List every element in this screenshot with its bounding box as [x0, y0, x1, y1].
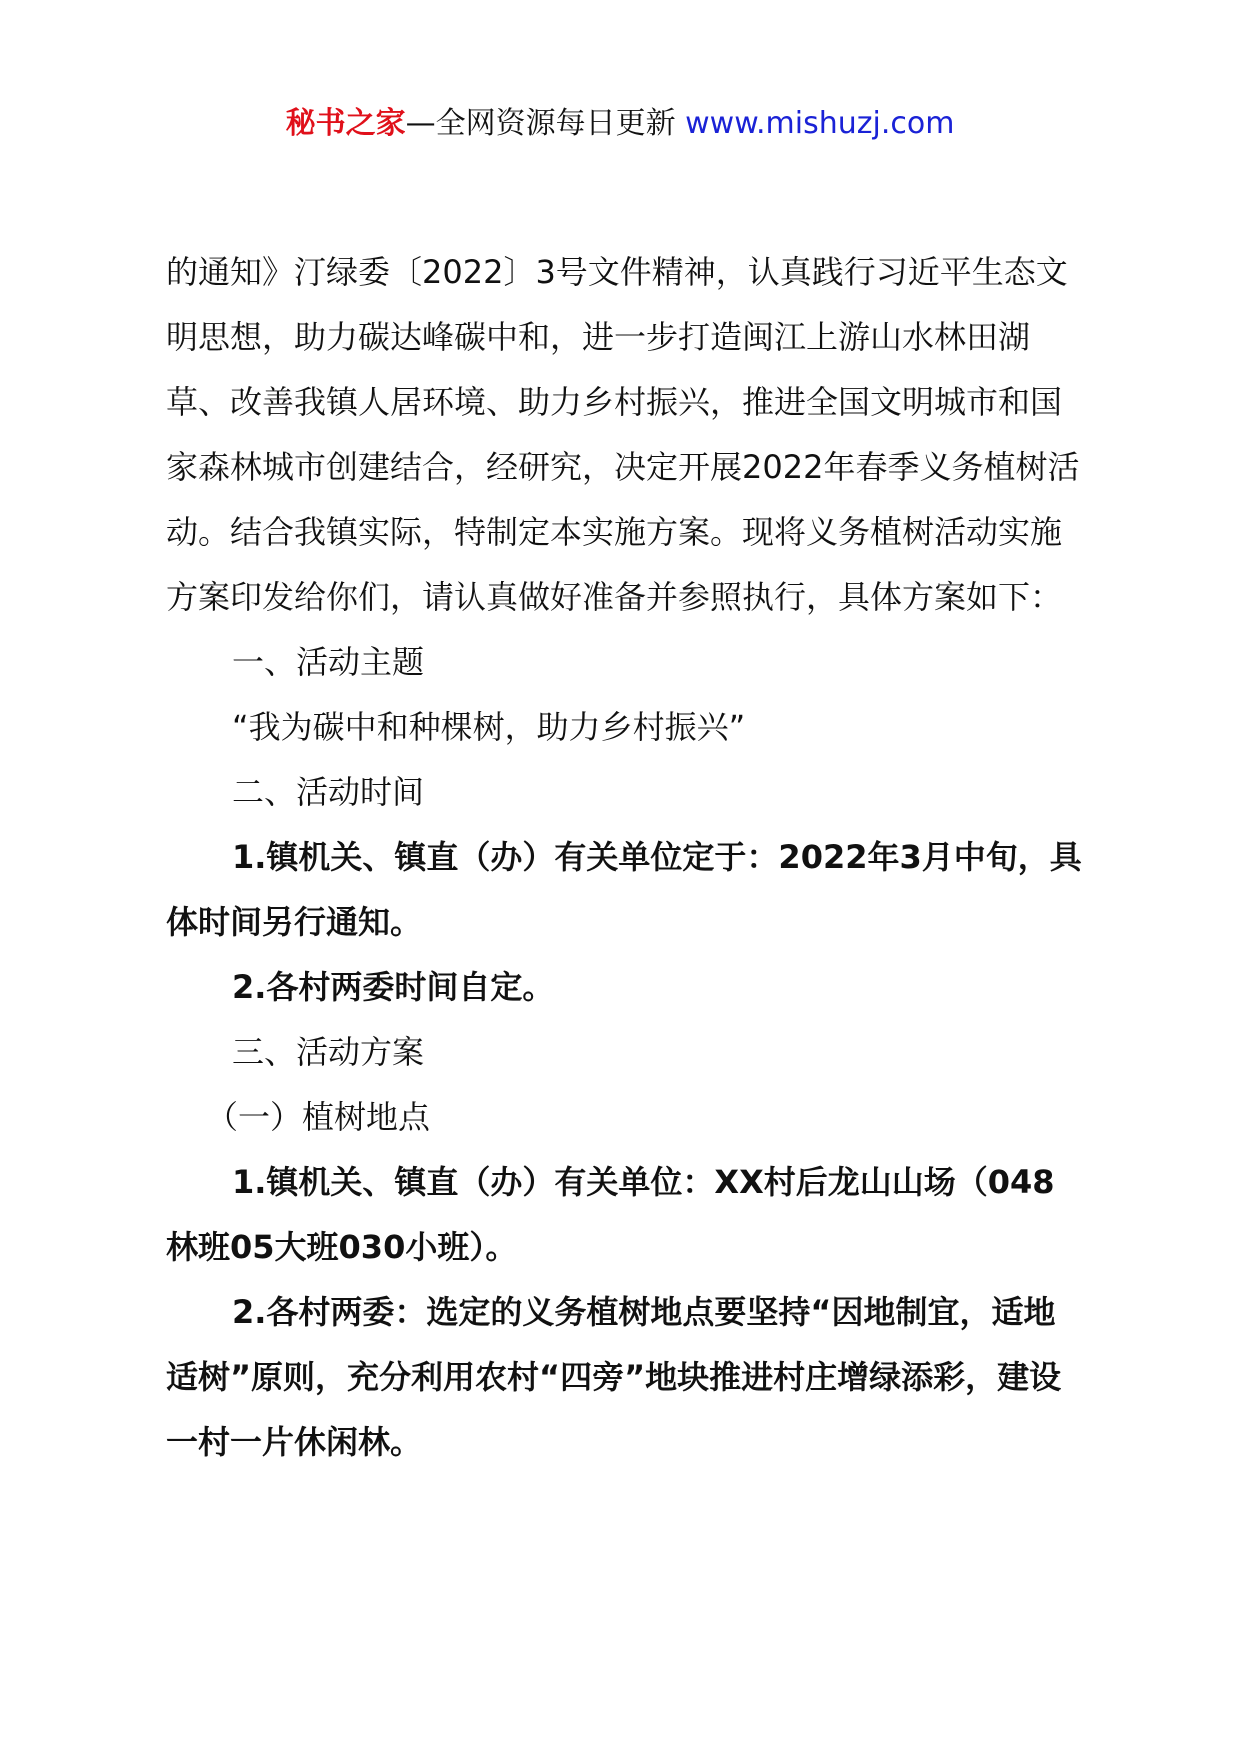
section-3-item-2: 2.各村两委：选定的义务植树地点要坚持“因地制宜，适地适树”原则，充分利用农村“四旁”地块推进村庄增绿添彩，建设一村一片休闲林。: [166, 1293, 1062, 1461]
intro-paragraph: 的通知》汀绿委〔2022〕3号文件精神，认真践行习近平生态文明思想，助力碳达峰碳中和，进一步打造闽江上游山水林田湖草、改善我镇人居环境、助力乡村振兴，推进全国文明城市和国家森林城市创建结合，经研究，决定开展2022年春季义务植树活动。结合我镇实际，特制定本实施方案。现将义务植树活动实施方案印发给你们，请认真做好准备并参照执行，具体方案如下：: [166, 253, 1080, 616]
section-2-item-2: 2.各村两委时间自定。: [232, 968, 555, 1006]
brand-name: 秘书之家: [285, 106, 406, 141]
document-body: [166, 240, 1086, 1475]
site-url-link[interactable]: www.mishuzj.com: [685, 106, 955, 141]
section-1-text: “我为碳中和种棵树，助力乡村振兴”: [232, 708, 746, 746]
section-1-heading: 一、活动主题: [232, 643, 425, 681]
header-tagline: —全网资源每日更新: [405, 106, 686, 141]
section-3-subheading-1: （一）植树地点: [206, 1098, 431, 1136]
site-header: [0, 104, 1240, 144]
section-3-heading: 三、活动方案: [232, 1033, 425, 1071]
section-3-item-1: 1.镇机关、镇直（办）有关单位：XX村后龙山山场（048林班05大班030小班）。: [166, 1163, 1055, 1266]
section-2-item-1: 1.镇机关、镇直（办）有关单位定于：2022年3月中旬，具体时间另行通知。: [166, 838, 1082, 941]
section-2-heading: 二、活动时间: [232, 773, 425, 811]
